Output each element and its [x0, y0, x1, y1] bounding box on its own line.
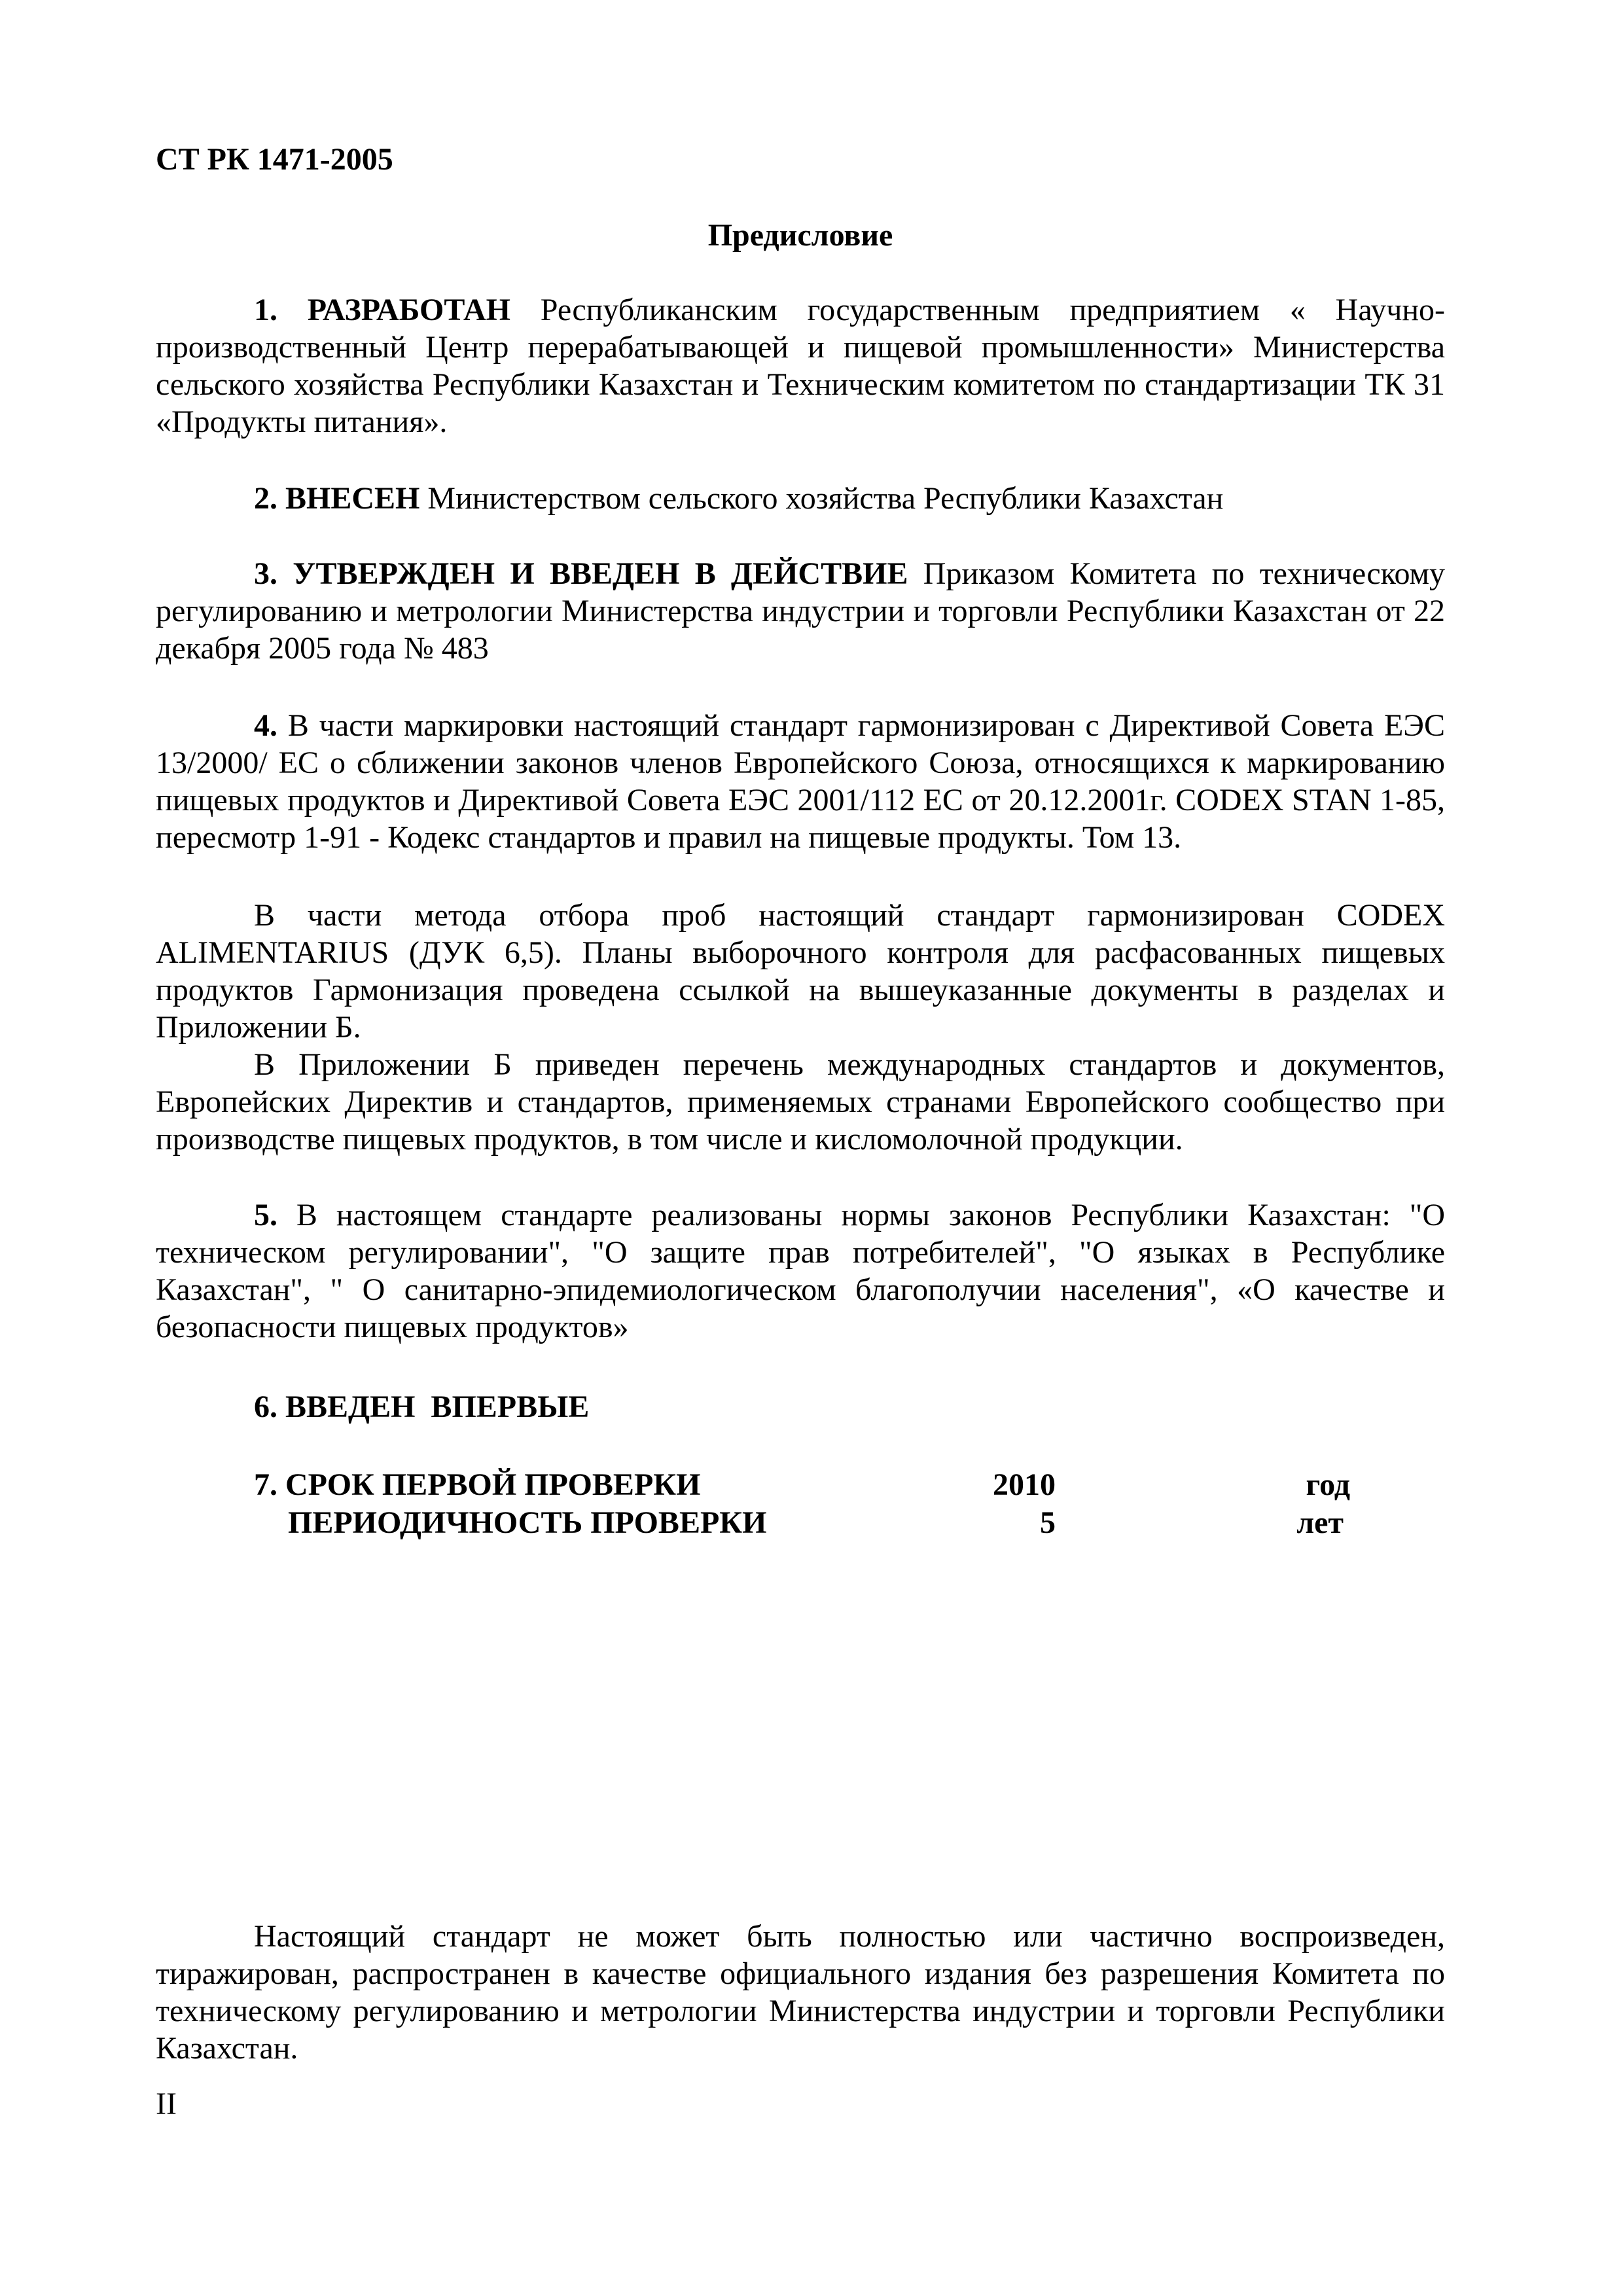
section-4-text: В части маркировки настоящий стандарт гармонизирован с Директивой Совета ЕЭС 13/2000/ ЕС о сближении законов членов Европейского Союза, относящихся к маркированию пищевых продуктов и Директивой Совета ЕЭС 2001/112 ЕС от 20.12.2001г. CODEX STAN 1-85, пересмотр 1-91 - Кодекс стандартов и правил на пищевые продукты. Том 13. [156, 708, 1445, 855]
first-review-value: 2010 [993, 1467, 1056, 1502]
section-4-label: 4. [254, 708, 277, 743]
periodicity-label: ПЕРИОДИЧНОСТЬ ПРОВЕРКИ [288, 1505, 767, 1540]
section-4-paragraph [156, 707, 1445, 856]
section-1-paragraph [156, 291, 1445, 440]
section-3-label: 3. УТВЕРЖДЕН И ВВЕДЕН В ДЕЙСТВИЕ [254, 556, 908, 591]
review-term-row-first [254, 1466, 1406, 1504]
section-2-label: 2. ВНЕСЕН [254, 481, 420, 516]
section-4-paragraph-3: В Приложении Б приведен перечень международных стандартов и документов, Европейских Директив и стандартов, применяемых странами Европейского сообщество при производстве пищевых продуктов, в том числе и кисломолочной продукции. [156, 1047, 1445, 1157]
section-2-paragraph [254, 479, 1223, 518]
page-title: Предисловие [707, 218, 893, 253]
section-5-label: 5. [254, 1198, 277, 1232]
periodicity-value: 5 [1040, 1505, 1056, 1540]
section-5-paragraph [156, 1196, 1445, 1346]
periodicity-unit: лет [1296, 1505, 1344, 1540]
section-1-label: 1. РАЗРАБОТАН [254, 293, 510, 327]
first-review-label: 7. СРОК ПЕРВОЙ ПРОВЕРКИ [254, 1467, 701, 1502]
section-5-text: В настоящем стандарте реализованы нормы законов Республики Казахстан: "О техническом регулировании", "О защите прав потребителей", "О языках в Республике Казахстан", " О санитарно-эпидемиологическом благополучии населения", «О качестве и безопасности пищевых продуктов» [156, 1198, 1445, 1344]
copyright-notice: Настоящий стандарт не может быть полностью или частично воспроизведен, тиражирован, распространен в качестве официального издания без разрешения Комитета по техническому регулированию и метрологии Министерства индустрии и торговли Республики Казахстан. [156, 1919, 1445, 2066]
section-3-text: Приказом Комитета по техническому регулированию и метрологии Министерства индустрии и торговли Республики Казахстан от 22 декабря 2005 года № 483 [156, 556, 1446, 666]
document-code-header: СТ РК 1471-2005 [156, 142, 393, 177]
first-review-unit: год [1306, 1467, 1350, 1502]
page-number: II [156, 2087, 177, 2121]
review-term-row-periodicity [254, 1504, 1406, 1542]
section-1-text: Республиканским государственным предприятием « Научно-производственный Центр перерабатывающей и пищевой промышленности» Министерства сельского хозяйства Республики Казахстан и Техническим комитетом по стандартизации ТК 31 «Продукты питания». [156, 293, 1445, 439]
section-3-paragraph [156, 555, 1445, 667]
section-6-label: 6. ВВЕДЕН ВПЕРВЫЕ [254, 1390, 590, 1424]
section-2-text: Министерством сельского хозяйства Республики Казахстан [419, 481, 1224, 516]
section-4-paragraph-2: В части метода отбора проб настоящий стандарт гармонизирован CODEX ALIMENTARIUS (ДУК 6,5). Планы выборочного контроля для расфасованных пищевых продуктов Гармонизация проведена ссылкой на вышеуказанные документы в разделах и Приложении Б. [156, 898, 1445, 1045]
review-terms-table [254, 1466, 1406, 1542]
